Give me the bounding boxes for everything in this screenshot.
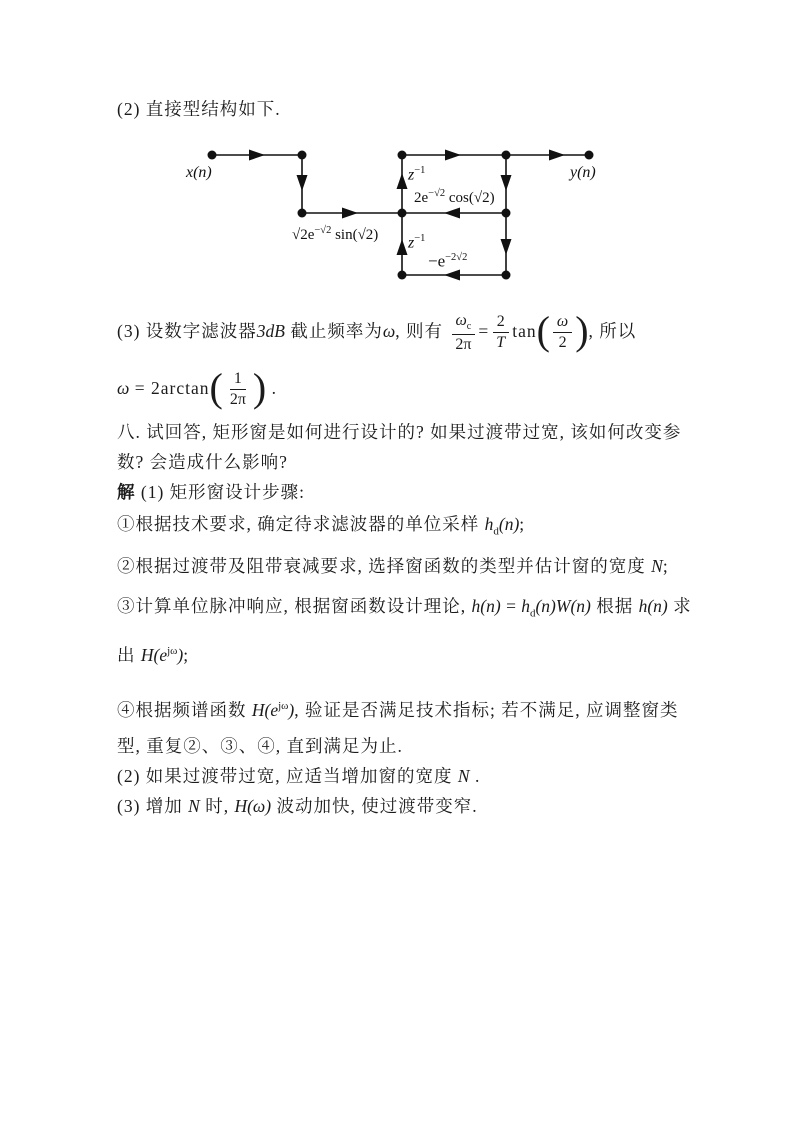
paragraph-cutoff-formula [117, 303, 636, 359]
flow-nodes [208, 151, 594, 280]
omega-symbol: ω [117, 378, 130, 398]
equals-sign: = [478, 321, 490, 341]
coefficient-cos-label [414, 185, 495, 207]
fraction-1-over-2pi [226, 370, 250, 410]
subscript-d: d [493, 525, 499, 538]
fraction-omega-over-2 [553, 313, 572, 353]
coefficient-feedback-label [428, 249, 467, 271]
text-run: 求 [667, 596, 692, 616]
text-run: 截止频率为 [284, 321, 383, 341]
text-run: ; [183, 644, 190, 665]
solution-marker: 解 [117, 482, 136, 502]
design-step-3 [117, 593, 692, 627]
fraction-denominator: T [496, 334, 506, 352]
H-omega: H(ω) [234, 796, 272, 816]
coef-base: √2e [292, 227, 315, 243]
text-run: , 所以 [588, 321, 637, 341]
text-run: ; [662, 556, 669, 576]
design-step-4-line2: 型, 重复②、③、④, 直到满足为止. [117, 736, 403, 756]
text-run: , 验证是否满足技术指标; 若不满足, 应调整窗类 [294, 699, 679, 720]
omega-symbol: ω [382, 321, 396, 341]
coef-base: 2e [414, 190, 429, 206]
text-run: . [266, 378, 277, 398]
text-run: ; [519, 514, 526, 534]
solution-header [117, 479, 305, 505]
delay-label-lower [408, 230, 425, 252]
coef-base: −e [428, 251, 446, 271]
h-symbol: h [484, 514, 494, 534]
left-parenthesis: ( [536, 307, 550, 353]
z-symbol: z [408, 166, 415, 184]
design-step-3-cont [117, 638, 189, 668]
formula-window: (n)W(n) [535, 596, 591, 616]
text-run: , 则有 [395, 321, 449, 341]
signal-flow-graph-svg [180, 137, 620, 302]
output-signal-label: y(n) [570, 164, 596, 181]
H-ejw: H(e [251, 699, 279, 720]
superscript-jw: jω [278, 700, 289, 712]
text-run: (3) 增加 [117, 796, 189, 816]
paragraph-direct-form-intro: (2) 直接型结构如下. [117, 99, 281, 119]
z-exponent: −1 [414, 233, 426, 244]
delay-label-upper [408, 162, 425, 184]
superscript-jw: jω [167, 645, 178, 657]
fraction-numerator [452, 312, 476, 335]
right-parenthesis: ) [252, 364, 267, 410]
left-parenthesis: ( [209, 364, 223, 410]
answer-3 [117, 793, 478, 819]
paragraph-arctan-result [117, 362, 277, 414]
fraction-numerator: 2 [493, 313, 509, 333]
text-run: 根据 [590, 596, 639, 616]
arg-n: (n) [498, 514, 520, 534]
text-run: (2) 如果过渡带过宽, 应适当增加窗的宽度 [117, 766, 458, 786]
text-run: = 2arctan [129, 378, 210, 398]
fraction-numerator: 1 [230, 370, 246, 390]
design-step-1 [117, 511, 525, 545]
text-run: . [469, 766, 481, 786]
omega-symbol: ω [455, 311, 467, 329]
coef-exponent: −√2 [314, 225, 332, 236]
design-step-4-line1 [117, 693, 678, 723]
text-run: (1) 矩形窗设计步骤: [135, 482, 306, 502]
N-symbol: N [457, 766, 470, 786]
subscript-c: c [466, 321, 472, 333]
question-eight-line1: 八. 试回答, 矩形窗是如何进行设计的? 如果过渡带过宽, 该如何改变参 [117, 422, 682, 442]
3db-token: 3dB [256, 321, 285, 341]
z-symbol: z [408, 234, 415, 252]
H-ejw: H(e [140, 644, 168, 665]
flow-arrowheads [249, 150, 565, 281]
N-symbol: N [651, 556, 663, 576]
right-parenthesis: ) [575, 307, 589, 353]
text-run: ③计算单位脉冲响应, 根据窗函数设计理论, [117, 596, 472, 616]
fraction-denominator: 2 [558, 334, 567, 352]
N-symbol: N [188, 796, 200, 816]
answer-2 [117, 763, 480, 789]
text-run: ②根据过渡带及阻带衰减要求, 选择窗函数的类型并估计窗的宽度 [117, 556, 652, 576]
text-run: 时, [199, 796, 235, 816]
text-run: 波动加快, 使过渡带变窄. [271, 796, 478, 816]
fraction-2-over-T [492, 313, 509, 353]
fraction-denominator: 2π [455, 335, 472, 353]
formula-hn: h(n) = h [471, 596, 530, 616]
subscript-d: d [529, 607, 536, 620]
coef-exponent: −√2 [428, 188, 446, 199]
text-run: 出 [117, 644, 141, 665]
coef-exponent: −2√2 [445, 252, 468, 263]
question-eight-line2: 数? 会造成什么影响? [117, 452, 288, 472]
close-paren: ) [288, 699, 295, 720]
design-step-2 [117, 553, 669, 579]
z-exponent: −1 [414, 165, 426, 176]
formula-hn: h(n) [638, 596, 668, 616]
text-run: ①根据技术要求, 确定待求滤波器的单位采样 [117, 514, 485, 534]
coef-rest: sin(√2) [331, 227, 379, 243]
close-paren: ) [177, 644, 184, 665]
fraction-numerator: ω [553, 313, 572, 333]
input-signal-label: x(n) [186, 164, 212, 181]
signal-flow-diagram [180, 137, 620, 302]
coef-rest: cos(√2) [445, 190, 495, 206]
fraction-omega-c-over-2pi [451, 312, 475, 354]
fraction-denominator: 2π [229, 391, 246, 409]
text-run: ④根据频谱函数 [117, 699, 252, 720]
coefficient-sin-label [292, 222, 378, 244]
tan-function: tan [512, 321, 537, 341]
text-run: (3) 设数字滤波器 [117, 321, 257, 341]
